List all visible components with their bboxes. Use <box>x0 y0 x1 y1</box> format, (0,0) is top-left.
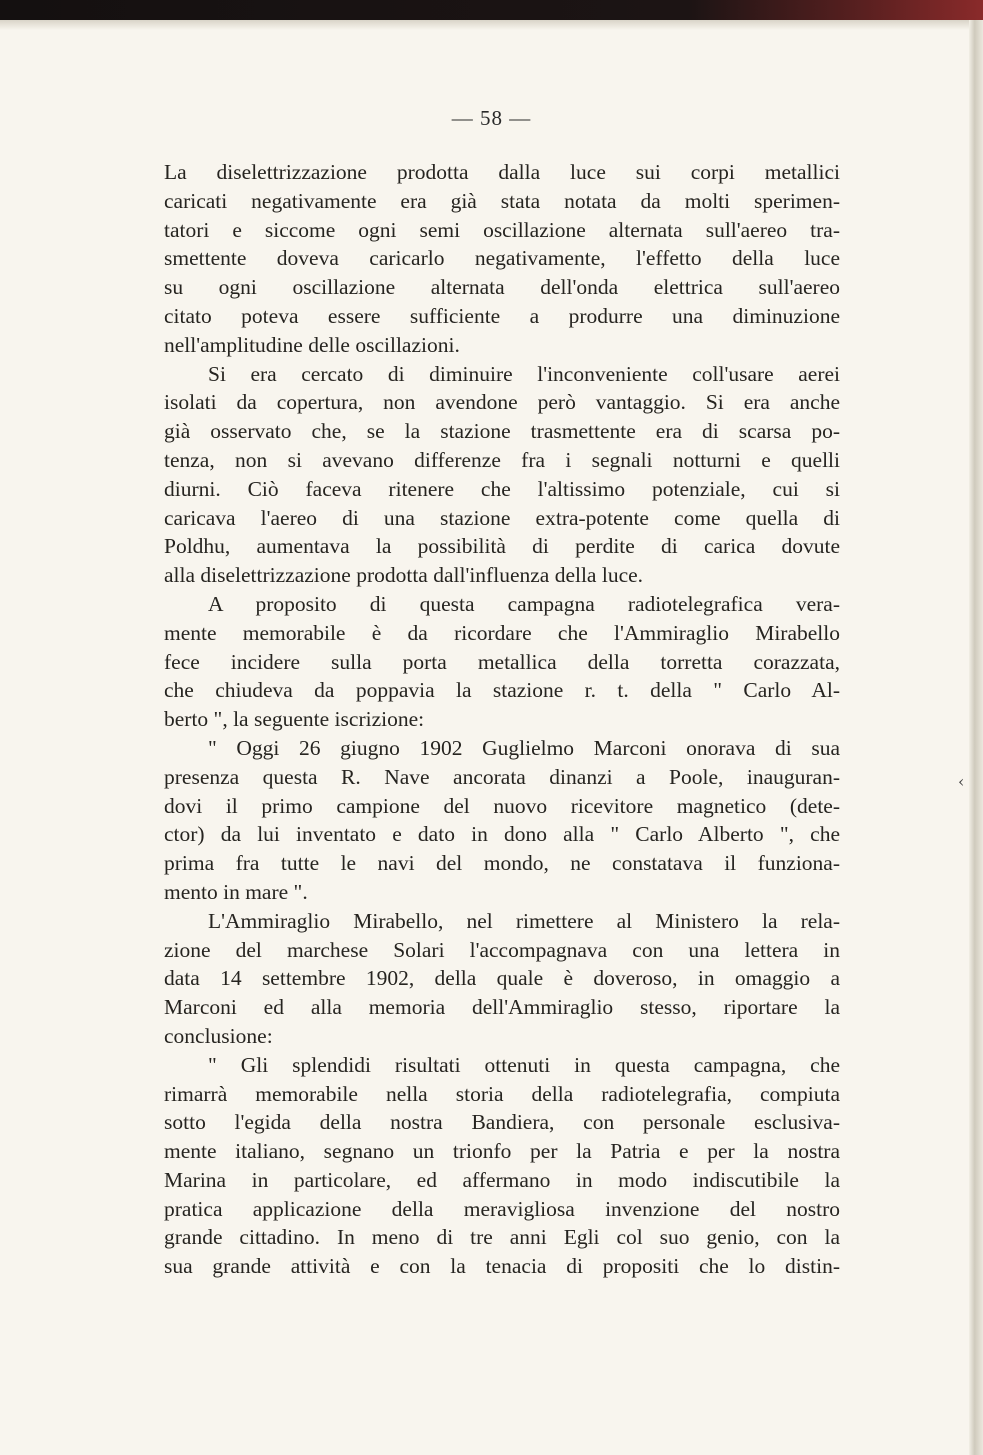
text-line: berto ", la seguente iscrizione: <box>164 707 425 732</box>
text-line: diurni. Ciò faceva ritenere che l'altissimo potenziale, cui si <box>164 476 840 501</box>
text-line: mento in mare ". <box>164 879 308 904</box>
text-line: L'Ammiraglio Mirabello, nel rimettere al Ministero la rela- <box>208 908 840 933</box>
text-line: data 14 settembre 1902, della quale è doveroso, in omaggio a <box>164 966 840 991</box>
text-line: già osservato che, se la stazione trasmettente era di scarsa po- <box>164 419 840 444</box>
text-line: dovi il primo campione del nuovo ricevitore magnetico (dete- <box>164 793 840 818</box>
text-line: Poldhu, aumentava la possibilità di perdite di carica dovute <box>164 534 840 559</box>
text-line: conclusione: <box>164 1023 273 1048</box>
text-line: fece incidere sulla porta metallica della torretta corazzata, <box>164 649 840 674</box>
text-line: mente italiano, segnano un trionfo per la Patria e per la nostra <box>164 1139 840 1164</box>
text-line: su ogni oscillazione alternata dell'onda elettrica sull'aereo <box>164 275 840 300</box>
margin-mark-icon: ‹ <box>958 772 965 791</box>
text-line: grande cittadino. In meno di tre anni Egli col suo genio, con la <box>164 1225 840 1250</box>
text-line: nell'amplitudine delle oscillazioni. <box>164 332 460 357</box>
body-text <box>164 158 840 1281</box>
text-line: ctor) da lui inventato e dato in dono alla " Carlo Alberto ", che <box>164 822 840 847</box>
text-line: zione del marchese Solari l'accompagnava con una lettera in <box>164 937 840 962</box>
text-line: " Gli splendidi risultati ottenuti in questa campagna, che <box>208 1052 840 1077</box>
text-line: smettente doveva caricarlo negativamente, l'effetto della luce <box>164 246 840 271</box>
text-line: Marina in particolare, ed affermano in modo indiscutibile la <box>164 1167 840 1192</box>
text-line: tenza, non si avevano differenze fra i segnali notturni e quelli <box>164 447 840 472</box>
text-line: sua grande attività e con la tenacia di propositi che lo distin- <box>164 1254 840 1279</box>
page-fold-edge <box>969 20 983 1455</box>
page-number: — 58 — <box>451 106 532 130</box>
text-line: A proposito di questa campagna radiotelegrafica vera- <box>208 591 840 616</box>
text-line: citato poteva essere sufficiente a produrre una diminuzione <box>164 303 840 328</box>
text-line: tatori e siccome ogni semi oscillazione alternata sull'aereo tra- <box>164 217 840 242</box>
scan-top-shadow <box>0 20 983 30</box>
text-line: sotto l'egida della nostra Bandiera, con personale esclusiva- <box>164 1110 840 1135</box>
text-line: La diselettrizzazione prodotta dalla luce sui corpi metallici <box>164 160 840 184</box>
text-line: alla diselettrizzazione prodotta dall'influenza della luce. <box>164 563 644 588</box>
text-line: " Oggi 26 giugno 1902 Guglielmo Marconi onorava di sua <box>208 735 840 760</box>
text-line: rimarrà memorabile nella storia della radiotelegrafia, compiuta <box>164 1081 840 1106</box>
text-line: che chiudeva da poppavia la stazione r. t. della " Carlo Al- <box>164 678 840 703</box>
text-line: pratica applicazione della meravigliosa invenzione del nostro <box>164 1196 840 1221</box>
text-line: presenza questa R. Nave ancorata dinanzi a Poole, inauguran- <box>164 764 840 789</box>
text-line: Marconi ed alla memoria dell'Ammiraglio stesso, riportare la <box>164 995 840 1020</box>
text-line: mente memorabile è da ricordare che l'Ammiraglio Mirabello <box>164 620 840 645</box>
text-line: caricati negativamente era già stata notata da molti sperimen- <box>164 188 840 213</box>
text-line: caricava l'aereo di una stazione extra-potente come quella di <box>164 505 840 530</box>
text-line: isolati da copertura, non avendone però vantaggio. Si era anche <box>164 390 840 415</box>
text-line: Si era cercato di diminuire l'inconveniente coll'usare aerei <box>208 361 840 386</box>
scan-top-edge <box>0 0 983 20</box>
text-line: prima fra tutte le navi del mondo, ne constatava il funziona- <box>164 851 840 876</box>
